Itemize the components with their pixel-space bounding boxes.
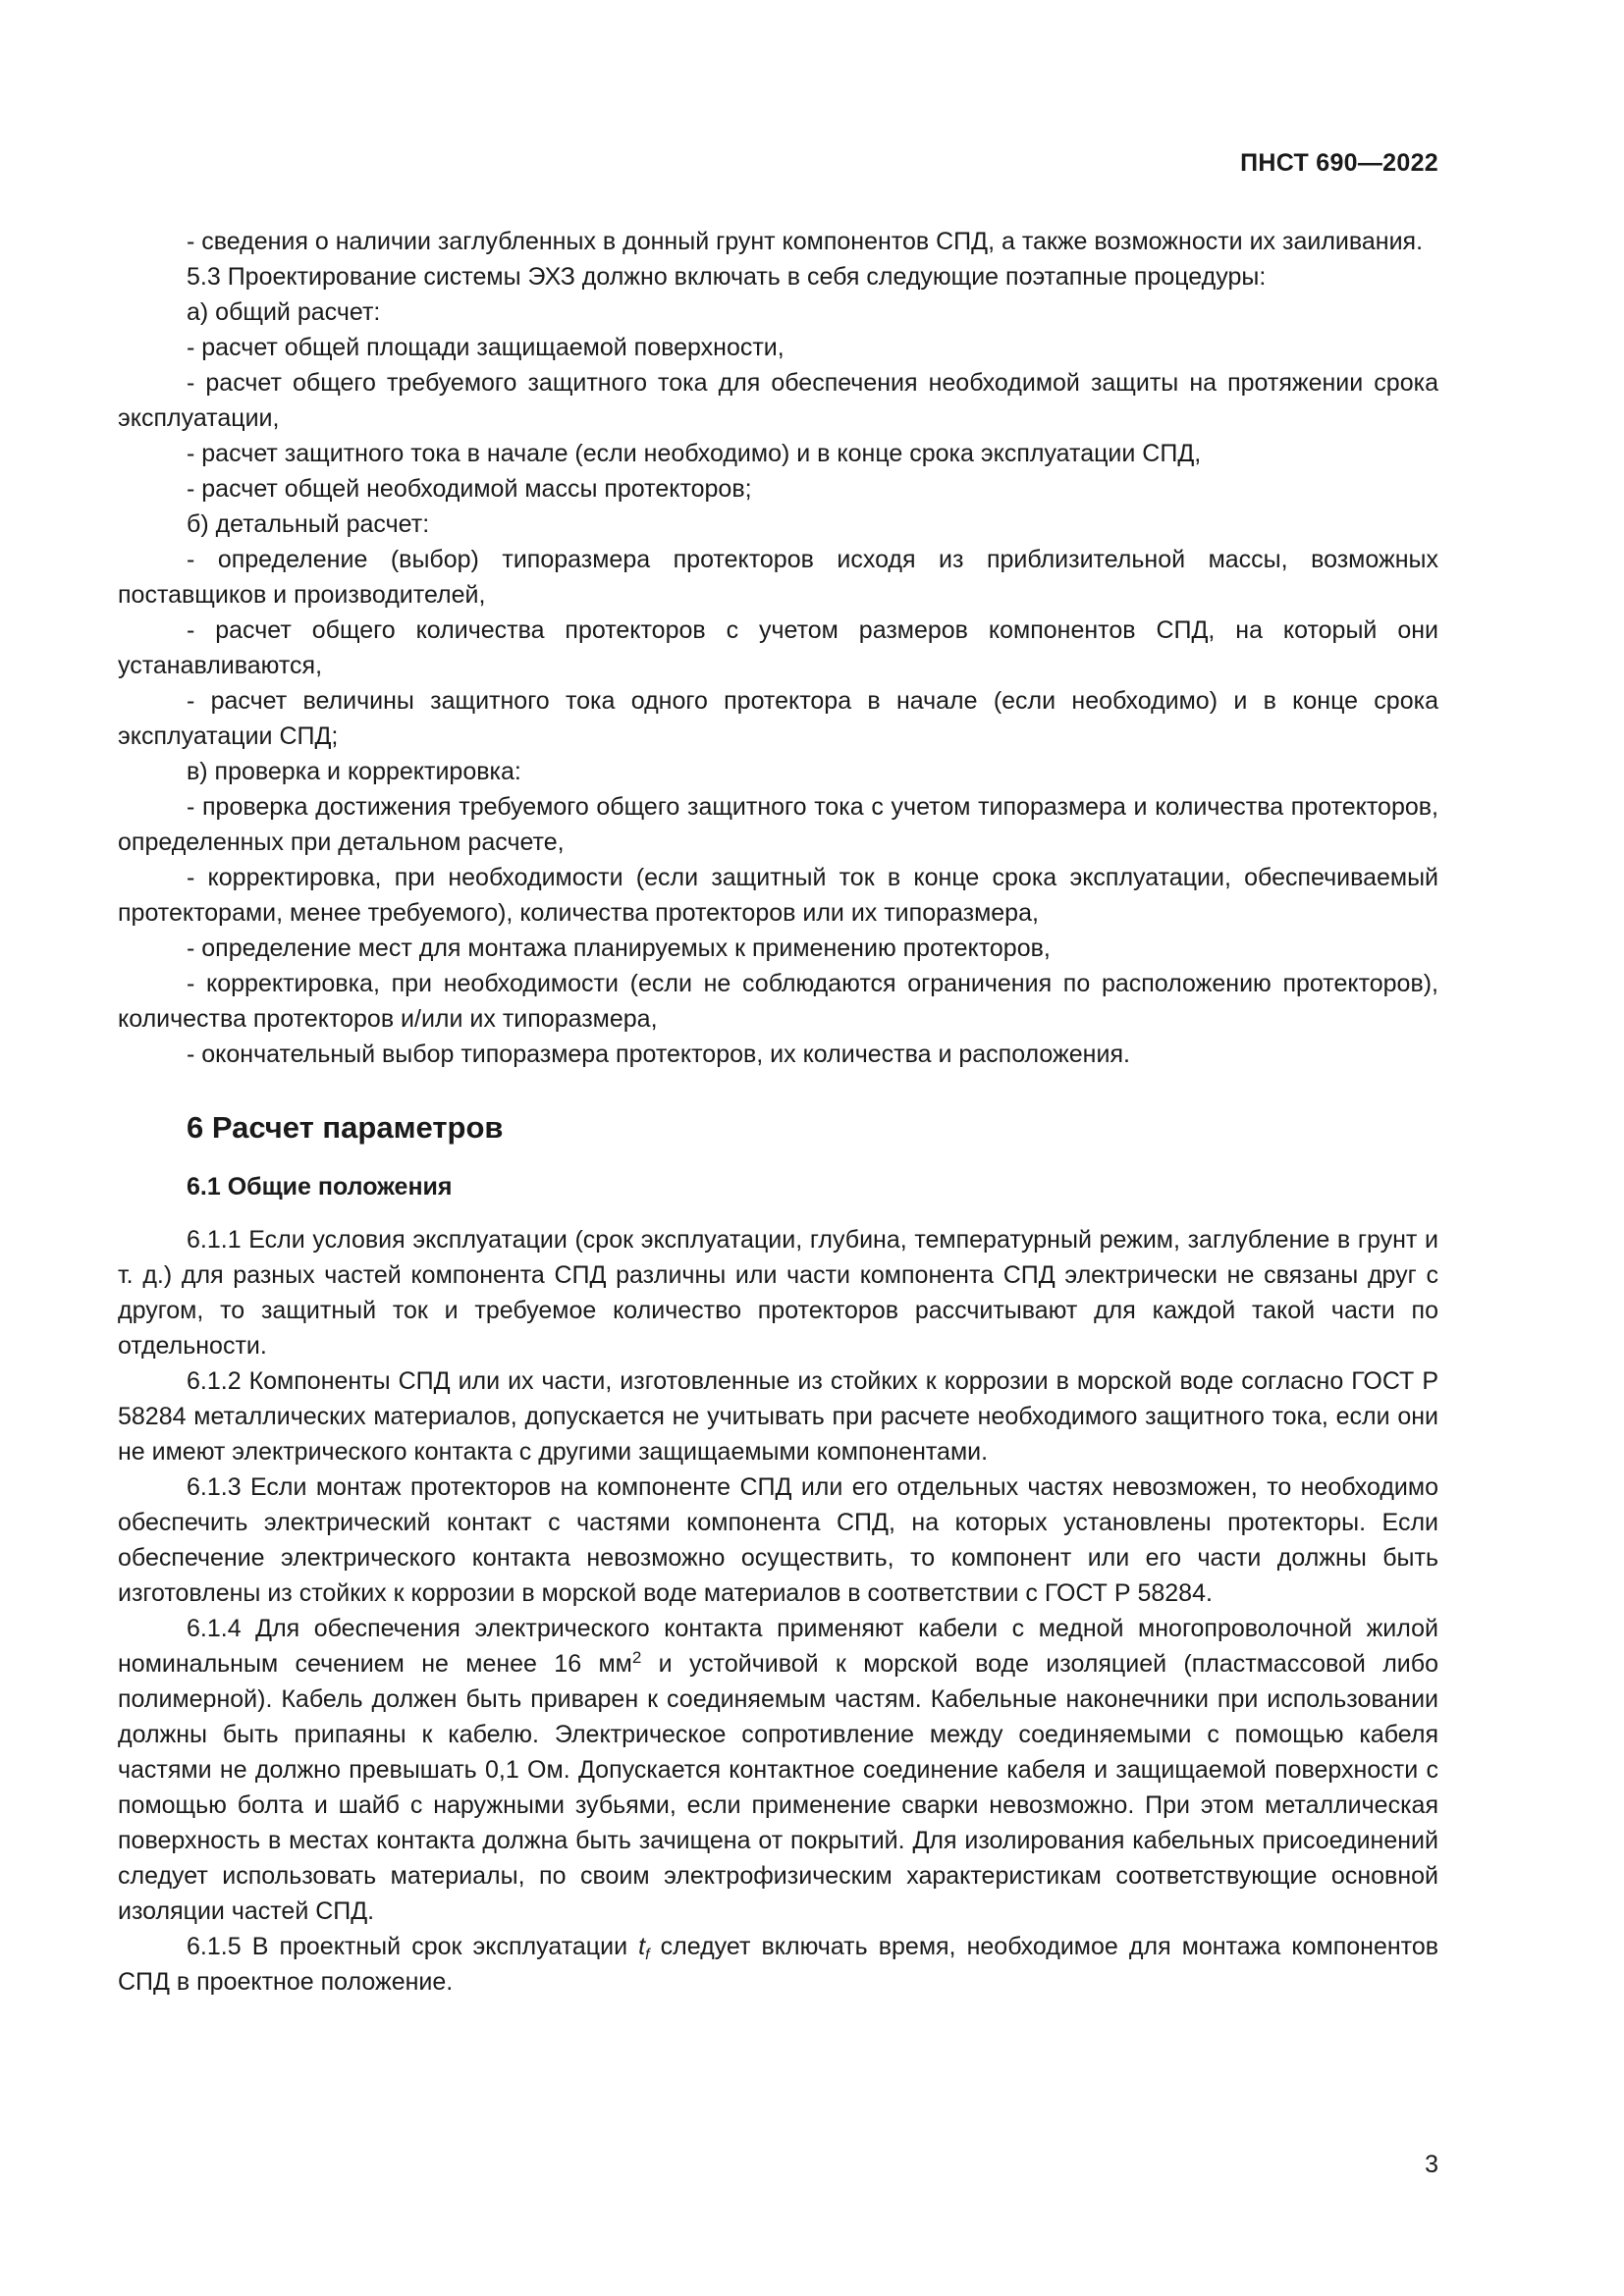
list-item-a-1: - расчет общей площади защищаемой поверхности, [187,334,785,361]
variable-t: t [638,1933,646,1960]
document-page [118,0,1438,2296]
paragraph-6-1-2: 6.1.2 Компоненты СПД или их части, изготовленные из стойких к коррозии в морской воде согласно ГОСТ Р 58284 металлических материалов, допускается не учитывать при расчете необходимого защитного тока, если они не имеют электрического контакта с другими защищаемыми компонентами. [118,1367,1438,1466]
list-item-v-2: - корректировка, при необходимости (если защитный ток в конце срока эксплуатации, обеспечиваемый протекторами, менее требуемого), количества протекторов или их типоразмера, [118,864,1438,927]
list-item-a-4: - расчет общей необходимой массы протекторов; [187,475,752,503]
paragraph-6-1-3: 6.1.3 Если монтаж протекторов на компоненте СПД или его отдельных частях невозможен, то необходимо обеспечить электрический контакт с частями компонента СПД, на которых установлены протекторы. Если обеспечение электрического контакта невозможно осуществить, то компонент или его части должны быть изготовлены из стойких к коррозии в морской воде материалов в соответствии с ГОСТ Р 58284. [118,1473,1438,1607]
subscript-f: f [645,1947,650,1963]
paragraph-6-1-4-part-b: и устойчивой к морской воде изоляцией (пластмассовой либо полимерной). Кабель должен быть приварен к соединяемым частям. Кабельные наконечники при использовании должны быть припаяны к кабелю. Электрическое сопротивление между соединяемыми с помощью кабеля частями не должно превышать 0,1 Ом. Допускается контактное соединение кабеля и защищаемой поверхности с помощью болта и шайб с наружными зубьями, если применение сварки невозможно. При этом металлическая поверхность в местах контакта должна быть зачищена от покрытий. Для изолирования кабельных присоединений следует использовать материалы, по своим электрофизическим характеристикам соответствующие основной изоляции частей СПД. [118,1650,1438,1925]
paragraph-6-1-5-part-b: следует включать время, необходимое для монтажа компонентов СПД в проектное положение. [118,1933,1439,1996]
superscript-squared: 2 [631,1648,642,1667]
list-item-v-3: - определение мест для монтажа планируемых к применению протекторов, [187,934,1051,962]
paragraph-6-1-1: 6.1.1 Если условия эксплуатации (срок эксплуатации, глубина, температурный режим, заглубление в грунт и т. д.) для разных частей компонента СПД различны или части компонента СПД электрически не связаны друг с другом, то защитный ток и требуемое количество протекторов рассчитывают для каждой такой части по отдельности. [118,1226,1438,1360]
paragraph-6-1-4-part-a: 6.1.4 Для обеспечения электрического контакта применяют кабели с медной многопроволочной жилой номинальным сечением не менее 16 мм [118,1615,1438,1678]
page-number: 3 [1425,2151,1438,2178]
paragraph-5-3: 5.3 Проектирование системы ЭХЗ должно включать в себя следующие поэтапные процедуры: [187,263,1267,291]
list-item-a-2: - расчет общего требуемого защитного тока для обеспечения необходимой защиты на протяжении срока эксплуатации, [118,369,1438,432]
document-body [118,224,1438,2000]
variable-t-f [638,1933,650,1963]
paragraph-6-1-5 [118,1929,1438,2000]
paragraph-6-1-5-part-a: 6.1.5 В проектный срок эксплуатации [187,1933,639,1960]
list-item-b-2: - расчет общего количества протекторов с учетом размеров компонентов СПД, на который они устанавливаются, [118,616,1438,679]
list-item-a: а) общий расчет: [187,298,381,326]
list-item-v-1: - проверка достижения требуемого общего защитного тока с учетом типоразмера и количества протекторов, определенных при детальном расчете, [118,793,1438,856]
list-item-b-3: - расчет величины защитного тока одного протектора в начале (если необходимо) и в конце срока эксплуатации СПД; [118,687,1438,750]
list-item-v-4: - корректировка, при необходимости (если не соблюдаются ограничения по расположению протекторов), количества протекторов и/или их типоразмера, [118,970,1438,1033]
list-item-a-3: - расчет защитного тока в начале (если необходимо) и в конце срока эксплуатации СПД, [187,440,1202,467]
list-item-v-5: - окончательный выбор типоразмера протекторов, их количества и расположения. [187,1041,1130,1068]
list-item-v: в) проверка и корректировка: [187,758,521,785]
section-6-1-heading: 6.1 Общие положения [187,1173,453,1201]
document-number-header: ПНСТ 690—2022 [1240,149,1438,177]
section-6-heading: 6 Расчет параметров [187,1110,504,1145]
list-item-b: б) детальный расчет: [187,510,430,538]
paragraph-6-1-4 [118,1611,1438,1929]
list-item-b-1: - определение (выбор) типоразмера протекторов исходя из приблизительной массы, возможных поставщиков и производителей, [118,546,1438,609]
paragraph-5-2-last-item: - сведения о наличии заглубленных в донный грунт компонентов СПД, а также возможности их заиливания. [187,228,1424,255]
